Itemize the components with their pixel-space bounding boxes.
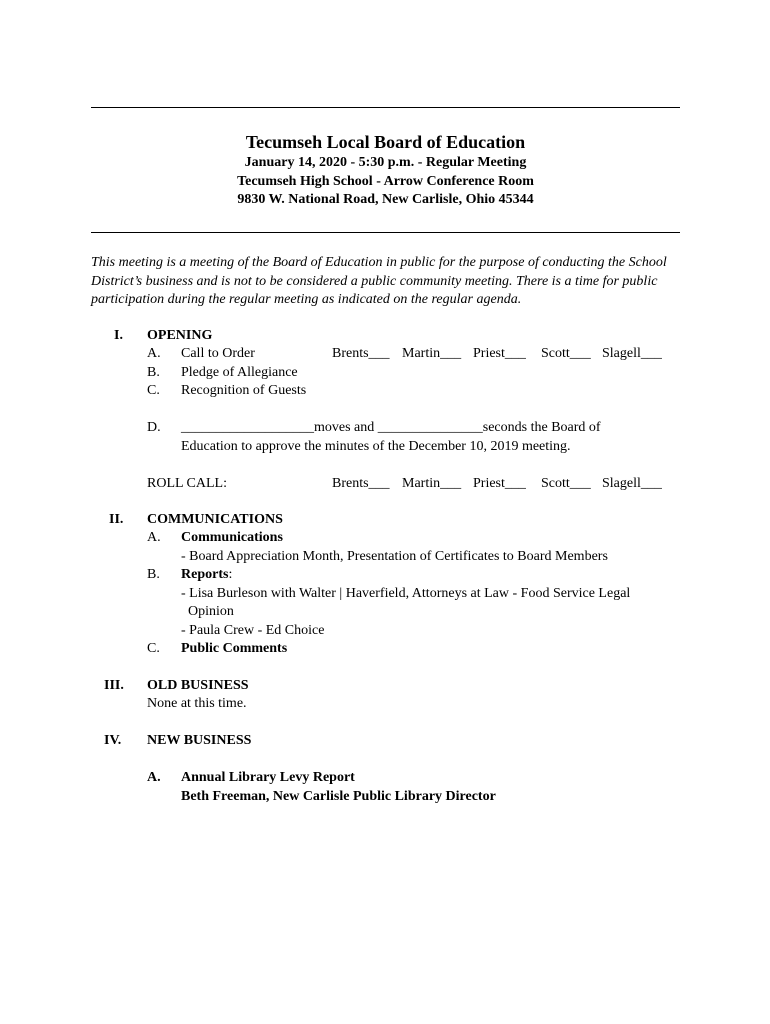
- board-title: Tecumseh Local Board of Education: [245, 132, 526, 152]
- item-letter: A.: [147, 346, 161, 361]
- item-letter: C.: [147, 383, 160, 398]
- meeting-date: January 14, 2020 - 5:30 p.m. - Regular Meeting: [244, 155, 527, 170]
- section-number-communications: II.: [109, 512, 124, 527]
- roll-call-priest: Priest___: [473, 476, 526, 491]
- document-header: [91, 130, 680, 210]
- library-director: Beth Freeman, New Carlisle Public Library Director: [181, 789, 496, 804]
- attendance-brents: Brents___: [332, 346, 390, 361]
- section-number-old-business: III.: [104, 678, 124, 693]
- roll-call-martin: Martin___: [402, 476, 462, 491]
- item-public-comments: Public Comments: [181, 641, 288, 656]
- item-letter: A.: [147, 770, 161, 785]
- item-letter: D.: [147, 420, 161, 435]
- report-burleson: - Lisa Burleson with Walter | Haverfield, Attorneys at Law - Food Service Legal: [181, 586, 631, 601]
- item-library-levy: Annual Library Levy Report: [181, 770, 355, 785]
- section-title-opening: OPENING: [147, 328, 213, 343]
- item-letter: A.: [147, 530, 161, 545]
- roll-call-slagell: Slagell___: [602, 476, 662, 491]
- attendance-martin: Martin___: [402, 346, 462, 361]
- item-letter: B.: [147, 567, 160, 582]
- roll-call-scott: Scott___: [541, 476, 591, 491]
- top-rule: [91, 107, 680, 108]
- item-communications: Communications: [181, 530, 283, 545]
- meeting-location: Tecumseh High School - Arrow Conference Room: [237, 173, 534, 189]
- report-burleson-cont: Opinion: [188, 604, 234, 619]
- meeting-address: 9830 W. National Road, New Carlisle, Ohio 45344: [237, 192, 534, 207]
- item-letter: C.: [147, 641, 160, 656]
- header-bottom-rule: [91, 232, 680, 233]
- item-reports: [181, 566, 232, 584]
- section-number-opening: I.: [114, 328, 123, 343]
- section-title-old-business: OLD BUSINESS: [147, 678, 249, 693]
- section-number-new-business: IV.: [104, 733, 122, 748]
- reports-colon: :: [228, 567, 233, 582]
- item-recognition: Recognition of Guests: [181, 383, 307, 398]
- old-business-text: None at this time.: [147, 696, 247, 711]
- report-crew: - Paula Crew - Ed Choice: [181, 623, 325, 638]
- attendance-slagell: Slagell___: [602, 346, 662, 361]
- item-pledge: Pledge of Allegiance: [181, 365, 298, 380]
- communications-detail: - Board Appreciation Month, Presentation of Certificates to Board Members: [181, 549, 608, 564]
- motion-text: Education to approve the minutes of the December 10, 2019 meeting.: [181, 439, 571, 454]
- roll-call-brents: Brents___: [332, 476, 390, 491]
- item-letter: B.: [147, 365, 160, 380]
- attendance-priest: Priest___: [473, 346, 526, 361]
- intro-paragraph: This meeting is a meeting of the Board of Education in public for the purpose of conducting the School District’s business and is not to be considered a public community meeting. There is a time for public participation during the regular meeting as indicated on the regular agenda.: [91, 255, 667, 307]
- reports-title: Reports: [181, 567, 229, 582]
- section-title-communications: COMMUNICATIONS: [147, 512, 283, 527]
- roll-call-label: ROLL CALL:: [147, 476, 227, 491]
- motion-line: ___________________moves and _______________seconds the Board of: [181, 420, 601, 435]
- item-call-to-order: Call to Order: [181, 346, 255, 361]
- section-title-new-business: NEW BUSINESS: [147, 733, 252, 748]
- attendance-scott: Scott___: [541, 346, 591, 361]
